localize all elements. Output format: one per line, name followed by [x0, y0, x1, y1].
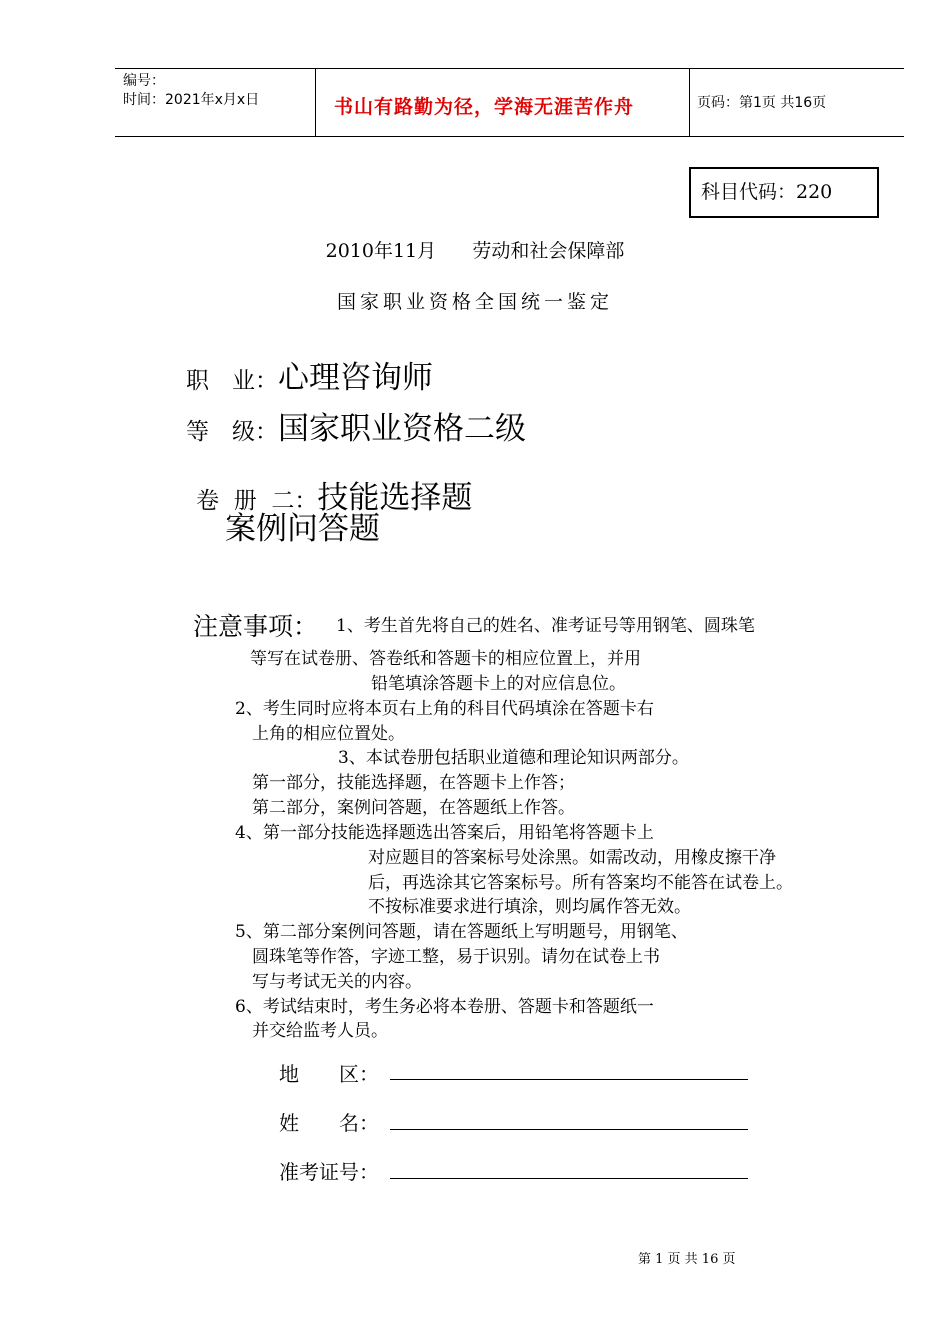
exam-id-label: 准考证号： — [279, 1160, 379, 1184]
occupation-value: 心理咨询师 — [278, 360, 433, 396]
header-time-label: 时间：2021年x月x日 — [123, 92, 260, 108]
notice-line: 1、考生首先将自己的姓名、准考证号等用钢笔、圆珠笔 — [336, 616, 755, 636]
region-label: 地 区： — [279, 1062, 379, 1086]
region-input-line[interactable] — [390, 1079, 748, 1080]
header-bottom-border — [115, 136, 904, 137]
notice-line: 写与考试无关的内容。 — [252, 972, 422, 992]
subject-code-box: 科目代码：220 — [689, 167, 879, 218]
volume-value: 技能选择题 — [317, 480, 473, 516]
occupation-label: 职 业： — [186, 368, 278, 394]
exam-title: 国家职业资格全国统一鉴定 — [336, 291, 613, 313]
notice-line: 后，再选涂其它答案标号。所有答案均不能答在试卷上。 — [368, 873, 793, 893]
occupation-row — [186, 352, 433, 397]
notice-line: 2、考生同时应将本页右上角的科目代码填涂在答题卡右 — [235, 699, 654, 719]
notice-line: 4、第一部分技能选择题选出答案后，用铅笔将答题卡上 — [235, 823, 654, 843]
page-footer: 第 1 页 共 16 页 — [638, 1252, 736, 1267]
header-divider-left — [315, 68, 316, 136]
volume-value-2: 案例问答题 — [225, 511, 380, 547]
notice-line: 铅笔填涂答题卡上的对应信息位。 — [371, 674, 626, 694]
header-motto: 书山有路勤为径，学海无涯苦作舟 — [334, 96, 635, 118]
header-top-border — [115, 68, 904, 69]
notice-line: 并交给监考人员。 — [252, 1021, 388, 1041]
level-label: 等 级： — [186, 419, 278, 445]
exam-id-input-line[interactable] — [390, 1178, 748, 1179]
notice-line: 不按标准要求进行填涂，则均属作答无效。 — [368, 897, 691, 917]
level-row — [186, 403, 526, 448]
notice-line: 对应题目的答案标号处涂黑。如需改动，用橡皮擦干净 — [368, 848, 776, 868]
header-number-label: 编号： — [123, 73, 165, 89]
notice-line: 6、考试结束时，考生务必将本卷册、答题卡和答题纸一 — [235, 997, 654, 1017]
notice-line: 3、本试卷册包括职业道德和理论知识两部分。 — [338, 748, 689, 768]
issue-line: 2010年11月 劳动和社会保障部 — [325, 240, 625, 262]
notice-line: 圆珠笔等作答，字迹工整，易于识别。请勿在试卷上书 — [252, 947, 660, 967]
level-value: 国家职业资格二级 — [278, 411, 526, 447]
notice-line: 第一部分，技能选择题，在答题卡上作答； — [252, 773, 575, 793]
notice-line: 5、第二部分案例问答题，请在答题纸上写明题号，用钢笔、 — [235, 922, 688, 942]
volume-label: 卷 册 二： — [196, 488, 318, 514]
header-divider-right — [689, 68, 690, 136]
name-input-line[interactable] — [390, 1129, 748, 1130]
name-label: 姓 名： — [279, 1111, 379, 1135]
notice-line: 上角的相应位置处。 — [252, 724, 405, 744]
notice-line: 第二部分，案例问答题，在答题纸上作答。 — [252, 798, 575, 818]
notice-heading: 注意事项： — [193, 612, 319, 641]
header-page-info: 页码：第1页 共16页 — [697, 95, 827, 111]
notice-line: 等写在试卷册、答卷纸和答题卡的相应位置上，并用 — [250, 649, 641, 669]
